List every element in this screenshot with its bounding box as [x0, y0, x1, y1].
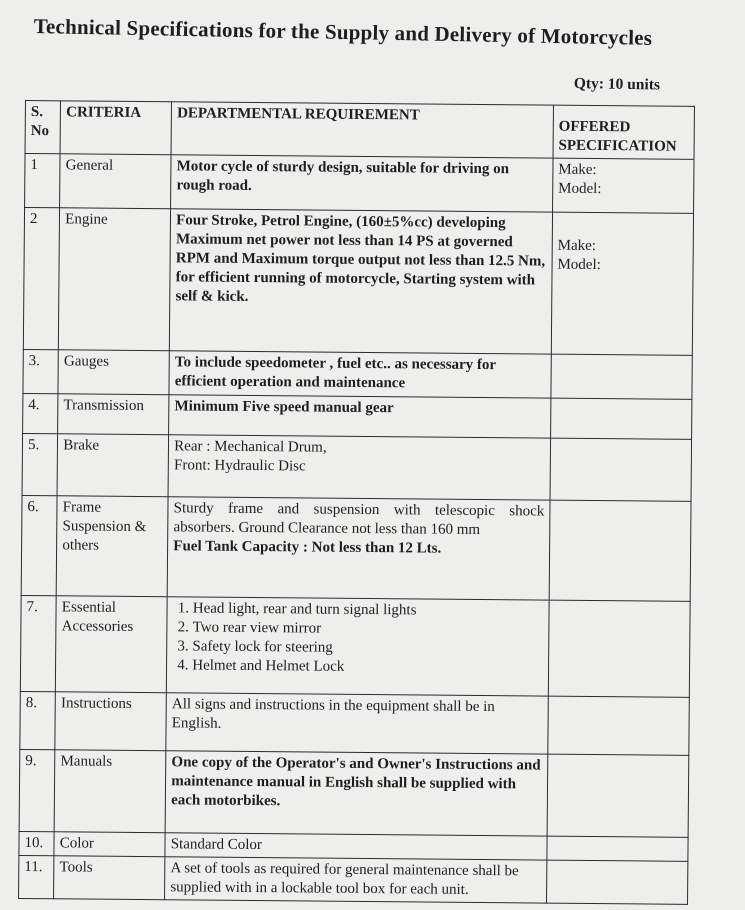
row-requirement — [167, 597, 550, 696]
row-sno: 7. — [20, 595, 56, 691]
row-requirement — [167, 497, 550, 600]
row-sno: 11. — [19, 855, 55, 898]
row-criteria: Manuals — [54, 750, 166, 833]
row-criteria: General — [60, 154, 171, 209]
row-offered — [546, 860, 687, 904]
table-row — [25, 154, 694, 214]
row-requirement — [169, 351, 551, 398]
row-criteria: Transmission — [58, 394, 169, 435]
table-row — [20, 595, 690, 697]
table-row — [19, 749, 689, 837]
table-row — [23, 208, 693, 356]
requirement-extra: Fuel Tank Capacity : Not less than 12 Lts. — [173, 538, 442, 557]
row-criteria: Color — [54, 832, 165, 857]
row-criteria: Tools — [54, 856, 165, 900]
row-offered — [552, 158, 694, 213]
row-sno: 5. — [22, 433, 58, 495]
row-requirement — [171, 155, 553, 212]
row-offered — [547, 836, 688, 861]
requirement-extra: Front: Hydraulic Disc — [173, 457, 306, 475]
requirement-text: To include speedometer , fuel etc.. as necessary for efficient operation and maintenance — [174, 354, 496, 392]
table-row — [23, 349, 692, 399]
row-criteria: Frame Suspension & others — [56, 496, 168, 597]
row-offered — [550, 398, 691, 439]
list-item: 2. Two rear view mirror — [193, 618, 544, 640]
row-sno: 4. — [23, 393, 59, 433]
header-offered-label: OFFERED SPECIFICATION — [558, 118, 677, 155]
requirement-text: A set of tools as required for general maintenance shall be supplied with in a lockable tool box for each unit. — [170, 860, 519, 898]
row-requirement — [165, 857, 547, 903]
offered-model: Model: — [558, 180, 602, 198]
row-offered — [549, 500, 691, 601]
header-sno: S. No — [25, 101, 61, 154]
row-offered — [548, 600, 690, 697]
list-item: 1. Head light, rear and turn signal lights — [193, 599, 544, 621]
row-criteria: Brake — [57, 434, 169, 497]
requirement-text: Sturdy frame and suspension with telescopic shock absorbers. Ground Clearance not less than 160 mm — [173, 500, 545, 538]
requirement-text: Four Stroke, Petrol Engine, (160±5%cc) developing Maximum net power not less than 14 PS at governed RPM and Maximum torque output not less than 12.5 Nm, for efficient running of motorcycle, Starting system with self & kick. — [175, 212, 546, 305]
row-offered — [551, 354, 692, 399]
row-sno: 8. — [20, 691, 56, 749]
offered-make: Make: — [557, 237, 597, 254]
requirement-text: One copy of the Operator's and Owner's Instructions and maintenance manual in English shall be supplied with each motorbikes. — [171, 754, 541, 810]
row-requirement — [165, 751, 547, 836]
row-sno: 3. — [23, 349, 59, 393]
row-criteria: Essential Accessories — [56, 596, 168, 693]
spec-table — [18, 100, 695, 905]
document-title: Technical Specifications for the Supply and Delivery of Motorcycles — [33, 14, 653, 50]
row-requirement — [168, 435, 550, 500]
header-requirement: DEPARTMENTAL REQUIREMENT — [171, 102, 553, 158]
table-row — [20, 691, 689, 755]
row-offered — [551, 212, 693, 355]
table-row — [22, 433, 692, 501]
offered-model: Model: — [557, 256, 601, 274]
table-row — [19, 855, 688, 904]
table-row — [21, 495, 691, 601]
row-criteria: Engine — [59, 208, 171, 351]
table-row — [23, 393, 692, 439]
row-sno: 9. — [19, 749, 55, 831]
header-criteria: CRITERIA — [60, 101, 171, 155]
row-requirement — [166, 693, 548, 754]
row-offered — [547, 754, 689, 837]
row-offered — [550, 438, 692, 501]
row-requirement — [165, 833, 547, 860]
requirement-text: Motor cycle of sturdy design, suitable for driving on rough road. — [176, 158, 510, 194]
table-header-row — [25, 101, 694, 160]
row-requirement — [169, 395, 551, 438]
row-offered — [548, 696, 690, 755]
list-item: 3. Safety lock for steering — [192, 637, 543, 659]
row-sno: 1 — [25, 154, 61, 208]
requirement-text: Rear : Mechanical Drum, — [174, 438, 327, 456]
accessories-list — [172, 599, 543, 678]
requirement-text: Standard Color — [170, 836, 263, 854]
row-criteria: Instructions — [55, 692, 166, 751]
row-requirement — [170, 209, 553, 354]
row-sno: 6. — [21, 495, 57, 595]
list-item: 4. Helmet and Helmet Lock — [192, 656, 543, 678]
requirement-text: Minimum Five speed manual gear — [174, 398, 394, 417]
row-sno: 10. — [19, 831, 54, 855]
requirement-text: All signs and instructions in the equipment shall be in English. — [171, 696, 495, 732]
offered-make: Make: — [558, 161, 597, 178]
row-criteria: Gauges — [58, 350, 169, 395]
row-sno: 2 — [23, 208, 59, 350]
header-offered — [553, 105, 695, 159]
quantity-label: Qty: 10 units — [573, 75, 661, 94]
